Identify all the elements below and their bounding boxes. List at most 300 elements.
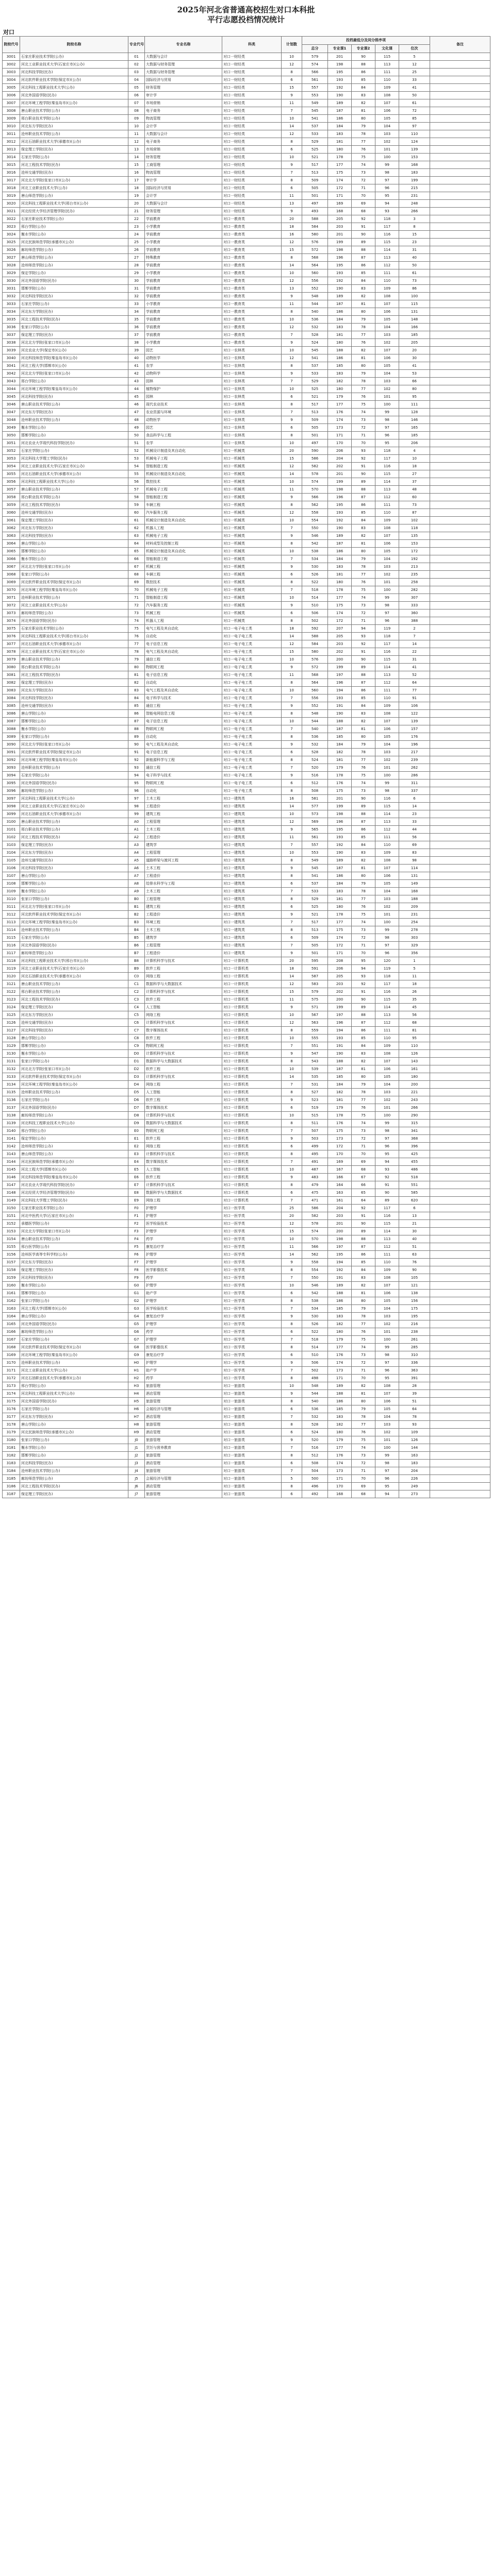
rank-cell: 20 (399, 347, 430, 354)
school-code-cell: 3011 (3, 130, 20, 138)
plan-count-cell: 8 (282, 857, 302, 865)
min-total-score-cell: 571 (302, 1004, 328, 1011)
subject3-score-cell: 118 (375, 215, 399, 223)
subject1-score-cell: 190 (328, 849, 352, 857)
subject2-score-cell: 79 (352, 370, 375, 378)
school-code-cell: 3116 (3, 942, 20, 950)
rank-cell: 40 (399, 1235, 430, 1243)
school-name-cell: 河北科技学院(民办) (20, 293, 128, 300)
school-name-cell: 河北工程大学(邯郸市)(公办) (20, 1166, 128, 1174)
table-row (3, 254, 490, 262)
category-cell: 对口一电子电工类 (222, 640, 282, 648)
subject2-score-cell: 82 (352, 99, 375, 107)
rank-cell: 135 (399, 532, 430, 540)
major-code-cell: G1 (128, 1290, 145, 1297)
subject1-score-cell: 192 (328, 277, 352, 285)
remark-cell (430, 262, 490, 269)
min-total-score-cell: 541 (302, 872, 328, 880)
major-code-cell: J7 (128, 1490, 145, 1498)
major-name-cell: 数字媒体技术 (145, 1158, 222, 1166)
school-name-cell: 沧州职业技术学院(公办) (20, 1089, 128, 1096)
remark-cell (430, 950, 490, 957)
school-name-cell: 河北经贸大学经济管理学院(民办) (20, 1189, 128, 1197)
rank-cell: 14 (399, 803, 430, 810)
remark-cell (430, 331, 490, 339)
subject3-score-cell: 99 (375, 161, 399, 169)
school-name-cell: 沧州职业技术学院(公办) (20, 1467, 128, 1475)
subject3-score-cell: 107 (375, 1390, 399, 1398)
subject3-score-cell: 117 (375, 223, 399, 231)
subject1-score-cell: 182 (328, 378, 352, 385)
school-name-cell: 邯郸学院(公办) (20, 548, 128, 555)
remark-cell (430, 1243, 490, 1251)
school-code-cell: 3151 (3, 1212, 20, 1220)
school-code-cell: 3059 (3, 501, 20, 509)
rank-cell: 86 (399, 285, 430, 293)
school-code-cell: 3169 (3, 1351, 20, 1359)
category-cell: 对口一医学类 (222, 1235, 282, 1243)
category-cell: 对口一医学类 (222, 1220, 282, 1228)
subject3-score-cell: 97 (375, 1359, 399, 1367)
min-total-score-cell: 573 (302, 810, 328, 818)
subject2-score-cell: 80 (352, 308, 375, 316)
category-cell: 对口一旅游类 (222, 1460, 282, 1467)
min-total-score-cell: 505 (302, 424, 328, 432)
major-code-cell: 87 (128, 718, 145, 725)
table-row (3, 308, 490, 316)
subject3-score-cell: 99 (375, 779, 399, 787)
school-code-cell: 3126 (3, 1019, 20, 1027)
table-row (3, 1243, 490, 1251)
subject3-score-cell: 116 (375, 231, 399, 239)
plan-count-cell: 7 (282, 555, 302, 563)
category-cell: 对口一建筑类 (222, 872, 282, 880)
table-row (3, 640, 490, 648)
major-code-cell: B5 (128, 934, 145, 942)
school-code-cell: 3167 (3, 1336, 20, 1344)
category-cell: 对口一旅游类 (222, 1413, 282, 1421)
table-row (3, 347, 490, 354)
subject1-score-cell: 177 (328, 1344, 352, 1351)
rank-cell: 4 (399, 447, 430, 455)
subject3-score-cell: 118 (375, 633, 399, 640)
remark-cell (430, 1251, 490, 1259)
subject1-score-cell: 168 (328, 1490, 352, 1498)
subject2-score-cell: 70 (352, 1475, 375, 1483)
document-title-line2: 平行志愿投档情况统计 (207, 15, 285, 24)
table-row (3, 354, 490, 362)
table-row (3, 772, 490, 779)
table-row (3, 470, 490, 478)
min-total-score-cell: 524 (302, 756, 328, 764)
school-code-cell: 3034 (3, 308, 20, 316)
major-code-cell: J1 (128, 1444, 145, 1452)
subject1-score-cell: 177 (328, 919, 352, 926)
major-code-cell: D6 (128, 1096, 145, 1104)
rank-cell: 360 (399, 609, 430, 617)
category-cell: 对口一机械类 (222, 617, 282, 625)
major-name-cell: 数控技术 (145, 478, 222, 486)
rank-cell: 243 (399, 1096, 430, 1104)
min-total-score-cell: 582 (302, 1212, 328, 1220)
plan-count-cell: 6 (282, 1351, 302, 1359)
school-code-cell: 3178 (3, 1421, 20, 1429)
subject2-score-cell: 89 (352, 478, 375, 486)
subject2-score-cell: 73 (352, 1452, 375, 1460)
category-cell: 对口一旅游类 (222, 1490, 282, 1498)
subject1-score-cell: 178 (328, 154, 352, 161)
min-total-score-cell: 544 (302, 300, 328, 308)
category-cell: 对口一建筑类 (222, 841, 282, 849)
rank-cell: 310 (399, 1351, 430, 1359)
plan-count-cell: 20 (282, 447, 302, 455)
school-name-cell: 河北民族师范学院(承德市)(公办) (20, 239, 128, 246)
table-row (3, 602, 490, 609)
school-name-cell: 河北北方学院(张家口市)(公办) (20, 339, 128, 347)
major-code-cell: 90 (128, 741, 145, 749)
school-name-cell: 石家庄学院(公办) (20, 934, 128, 942)
rank-cell: 5 (399, 53, 430, 61)
subject1-score-cell: 177 (328, 594, 352, 602)
major-name-cell: 物流管理 (145, 115, 222, 123)
plan-count-cell: 14 (282, 803, 302, 810)
remark-cell (430, 749, 490, 756)
rank-cell: 213 (399, 563, 430, 571)
major-name-cell: 建筑学 (145, 841, 222, 849)
subject3-score-cell: 96 (375, 1143, 399, 1150)
major-name-cell: 智能制造工程 (145, 555, 222, 563)
subject1-score-cell: 201 (328, 795, 352, 803)
subject2-score-cell: 73 (352, 169, 375, 177)
subject3-score-cell: 100 (375, 1112, 399, 1120)
subject2-score-cell: 74 (352, 161, 375, 169)
subject1-score-cell: 171 (328, 192, 352, 200)
school-name-cell: 河北民族师范学院(承德市)(公办) (20, 1429, 128, 1436)
category-cell: 对口一建筑类 (222, 950, 282, 957)
remark-cell (430, 818, 490, 826)
subject1-score-cell: 201 (328, 470, 352, 478)
school-name-cell: 保定理工学院(民办) (20, 517, 128, 524)
table-row (3, 123, 490, 130)
major-code-cell: 81 (128, 671, 145, 679)
major-code-cell: E5 (128, 1166, 145, 1174)
subject1-score-cell: 198 (328, 1235, 352, 1243)
subject2-score-cell: 80 (352, 115, 375, 123)
remark-cell (430, 919, 490, 926)
category-cell: 对口一建筑类 (222, 818, 282, 826)
plan-count-cell: 7 (282, 409, 302, 416)
min-total-score-cell: 492 (302, 1490, 328, 1498)
min-total-score-cell: 532 (302, 741, 328, 749)
category-cell: 对口一医学类 (222, 1290, 282, 1297)
school-name-cell: 邢台职业技术学院(公办) (20, 988, 128, 996)
major-name-cell: 网络工程 (145, 1143, 222, 1150)
major-code-cell: D0 (128, 1050, 145, 1058)
plan-count-cell: 8 (282, 177, 302, 184)
major-name-cell: 审计学 (145, 92, 222, 99)
major-name-cell: 护理学 (145, 1359, 222, 1367)
subject2-score-cell: 73 (352, 1127, 375, 1135)
plan-count-cell: 11 (282, 300, 302, 308)
major-name-cell: 会展经济与管理 (145, 1475, 222, 1483)
category-cell: 对口一机械类 (222, 517, 282, 524)
table-row (3, 1220, 490, 1228)
remark-cell (430, 339, 490, 347)
category-cell: 对口一电子电工类 (222, 741, 282, 749)
school-name-cell: 河北北方学院(张家口市)(公办) (20, 370, 128, 378)
header-plan: 计划数 (282, 37, 302, 53)
subject2-score-cell: 83 (352, 524, 375, 532)
table-row (3, 872, 490, 880)
category-cell: 对口一计算机类 (222, 988, 282, 996)
remark-cell (430, 1212, 490, 1220)
subject2-score-cell: 86 (352, 687, 375, 694)
school-name-cell: 张家口学院(公办) (20, 324, 128, 331)
major-name-cell: 医学检验技术 (145, 1305, 222, 1313)
subject1-score-cell: 186 (328, 308, 352, 316)
school-code-cell: 3048 (3, 416, 20, 424)
subject1-score-cell: 201 (328, 1220, 352, 1228)
rank-cell: 105 (399, 1274, 430, 1282)
remark-cell (430, 1174, 490, 1181)
remark-cell (430, 563, 490, 571)
category-cell: 对口一财经类 (222, 123, 282, 130)
plan-count-cell: 10 (282, 1382, 302, 1390)
category-cell: 对口一财经类 (222, 161, 282, 169)
major-name-cell: 助产学 (145, 1367, 222, 1375)
min-total-score-cell: 574 (302, 478, 328, 486)
rank-cell: 217 (399, 749, 430, 756)
school-name-cell: 唐山学院(公办) (20, 1035, 128, 1042)
rank-cell: 90 (399, 1266, 430, 1274)
plan-count-cell: 7 (282, 764, 302, 772)
subject3-score-cell: 116 (375, 795, 399, 803)
min-total-score-cell: 575 (302, 996, 328, 1004)
subject2-score-cell: 83 (352, 710, 375, 718)
category-cell: 对口一旅游类 (222, 1444, 282, 1452)
subject3-score-cell: 100 (375, 401, 399, 409)
school-name-cell: 沧州交通学院(民办) (20, 169, 128, 177)
subject3-score-cell: 111 (375, 269, 399, 277)
school-name-cell: 河北工程技术学院(民办) (20, 161, 128, 169)
category-cell: 对口一教育类 (222, 262, 282, 269)
table-row (3, 942, 490, 950)
table-row (3, 1174, 490, 1181)
subject3-score-cell: 110 (375, 509, 399, 517)
remark-cell (430, 285, 490, 293)
min-total-score-cell: 502 (302, 1367, 328, 1375)
subject1-score-cell: 196 (328, 1019, 352, 1027)
rank-cell: 183 (399, 1460, 430, 1467)
remark-cell (430, 702, 490, 710)
subject1-score-cell: 193 (328, 269, 352, 277)
subject3-score-cell: 102 (375, 903, 399, 911)
subject2-score-cell: 84 (352, 841, 375, 849)
subject3-score-cell: 96 (375, 1367, 399, 1375)
rank-cell: 620 (399, 1197, 430, 1205)
header-subject2: 专业课2 (352, 45, 375, 53)
rank-cell: 8 (399, 223, 430, 231)
school-name-cell: 河北环境工程学院(秦皇岛市)(公办) (20, 385, 128, 393)
subject3-score-cell: 100 (375, 1444, 399, 1452)
category-cell: 对口一旅游类 (222, 1390, 282, 1398)
plan-count-cell: 10 (282, 548, 302, 555)
subject2-score-cell: 85 (352, 1035, 375, 1042)
table-row (3, 563, 490, 571)
school-code-cell: 3077 (3, 640, 20, 648)
subject3-score-cell: 117 (375, 980, 399, 988)
plan-count-cell: 10 (282, 656, 302, 664)
category-cell: 对口一医学类 (222, 1320, 282, 1328)
subject2-score-cell: 82 (352, 532, 375, 540)
subject1-score-cell: 186 (328, 1297, 352, 1305)
min-total-score-cell: 487 (302, 1166, 328, 1174)
remark-cell (430, 1027, 490, 1035)
subject1-score-cell: 189 (328, 99, 352, 107)
rank-cell: 266 (399, 208, 430, 215)
school-code-cell: 3117 (3, 950, 20, 957)
plan-count-cell: 9 (282, 664, 302, 671)
subject3-score-cell: 116 (375, 1212, 399, 1220)
major-code-cell: 94 (128, 772, 145, 779)
school-name-cell: 河北科技工程职业技术大学(公办) (20, 478, 128, 486)
plan-count-cell: 15 (282, 84, 302, 92)
plan-count-cell: 8 (282, 432, 302, 439)
remark-cell (430, 92, 490, 99)
min-total-score-cell: 556 (302, 694, 328, 702)
subject1-score-cell: 200 (328, 996, 352, 1004)
school-name-cell: 河北科技学院(民办) (20, 694, 128, 702)
major-name-cell: 软件工程 (145, 1135, 222, 1143)
remark-cell (430, 602, 490, 609)
subject1-score-cell: 191 (328, 702, 352, 710)
major-code-cell: 43 (128, 378, 145, 385)
major-name-cell: 土木工程 (145, 826, 222, 834)
min-total-score-cell: 560 (302, 269, 328, 277)
school-name-cell: 河北工业职业技术大学(石家庄市)(公办) (20, 61, 128, 69)
subject1-score-cell: 179 (328, 393, 352, 401)
min-total-score-cell: 556 (302, 277, 328, 285)
subject3-score-cell: 118 (375, 973, 399, 980)
plan-count-cell: 12 (282, 640, 302, 648)
min-total-score-cell: 528 (302, 331, 328, 339)
school-code-cell: 3121 (3, 980, 20, 988)
major-code-cell: 71 (128, 594, 145, 602)
category-cell: 对口一计算机类 (222, 1027, 282, 1035)
rank-cell: 44 (399, 826, 430, 834)
major-code-cell: 26 (128, 246, 145, 254)
rank-cell: 139 (399, 146, 430, 154)
school-code-cell: 3173 (3, 1382, 20, 1390)
category-cell: 对口一医学类 (222, 1305, 282, 1313)
major-name-cell: 学前教育 (145, 285, 222, 293)
subject1-score-cell: 168 (328, 208, 352, 215)
category-cell: 对口一建筑类 (222, 857, 282, 865)
major-name-cell: 土木工程 (145, 926, 222, 934)
subject2-score-cell: 76 (352, 339, 375, 347)
category-cell: 对口一电子电工类 (222, 633, 282, 640)
subject1-score-cell: 185 (328, 1405, 352, 1413)
rank-cell: 165 (399, 424, 430, 432)
school-name-cell: 河北外国语学院(民办) (20, 1104, 128, 1112)
subject2-score-cell: 71 (352, 1467, 375, 1475)
remark-cell (430, 826, 490, 834)
major-name-cell: 大数据与会计 (145, 200, 222, 208)
remark-cell (430, 123, 490, 130)
major-code-cell: 80 (128, 664, 145, 671)
school-name-cell: 河北北方学院(张家口市)(公办) (20, 177, 128, 184)
category-cell: 对口一医学类 (222, 1328, 282, 1336)
subject3-score-cell: 106 (375, 354, 399, 362)
major-name-cell: 护理学 (145, 1205, 222, 1212)
subject2-score-cell: 74 (352, 1344, 375, 1351)
remark-cell (430, 625, 490, 633)
remark-cell (430, 84, 490, 92)
subject1-score-cell: 171 (328, 432, 352, 439)
school-name-cell: 河北石油职业技术大学(承德市)(公办) (20, 973, 128, 980)
major-code-cell: J4 (128, 1467, 145, 1475)
subject2-score-cell: 77 (352, 1421, 375, 1429)
subject2-score-cell: 70 (352, 1375, 375, 1382)
school-name-cell: 河北东方学院(民办) (20, 123, 128, 130)
subject3-score-cell: 102 (375, 571, 399, 579)
subject3-score-cell: 95 (375, 1375, 399, 1382)
rank-cell: 61 (399, 99, 430, 107)
category-cell: 对口一计算机类 (222, 957, 282, 965)
table-row (3, 378, 490, 385)
rank-cell: 68 (399, 1019, 430, 1027)
major-code-cell: 25 (128, 239, 145, 246)
school-code-cell: 3043 (3, 378, 20, 385)
subject3-score-cell: 98 (375, 787, 399, 795)
school-code-cell: 3128 (3, 1035, 20, 1042)
table-row (3, 1212, 490, 1220)
min-total-score-cell: 471 (302, 1197, 328, 1205)
min-total-score-cell: 518 (302, 1336, 328, 1344)
table-row (3, 223, 490, 231)
min-total-score-cell: 533 (302, 888, 328, 895)
table-row (3, 934, 490, 942)
rank-cell: 63 (399, 1251, 430, 1259)
subject1-score-cell: 189 (328, 293, 352, 300)
major-code-cell: 07 (128, 99, 145, 107)
major-name-cell: 计算机科学与技术 (145, 1019, 222, 1027)
rank-cell: 2 (399, 625, 430, 633)
school-name-cell: 河北北方学院(张家口市)(公办) (20, 1228, 128, 1235)
min-total-score-cell: 521 (302, 393, 328, 401)
category-cell: 对口一农林类 (222, 347, 282, 354)
major-name-cell: 电气工程及其自动化 (145, 741, 222, 749)
plan-count-cell: 7 (282, 1444, 302, 1452)
major-name-cell: 学前教育 (145, 277, 222, 285)
rank-cell: 396 (399, 1143, 430, 1150)
plan-count-cell: 11 (282, 99, 302, 107)
remark-cell (430, 1405, 490, 1413)
min-total-score-cell: 532 (302, 324, 328, 331)
school-code-cell: 3008 (3, 107, 20, 115)
major-code-cell: B0 (128, 895, 145, 903)
school-name-cell: 保定学院(公办) (20, 1135, 128, 1143)
subject1-score-cell: 177 (328, 401, 352, 409)
subject3-score-cell: 112 (375, 262, 399, 269)
remark-cell (430, 246, 490, 254)
table-row (3, 973, 490, 980)
subject2-score-cell: 91 (352, 223, 375, 231)
category-cell: 对口一建筑类 (222, 803, 282, 810)
major-name-cell: 小学教育 (145, 300, 222, 308)
major-name-cell: 护理学 (145, 1251, 222, 1259)
remark-cell (430, 926, 490, 934)
